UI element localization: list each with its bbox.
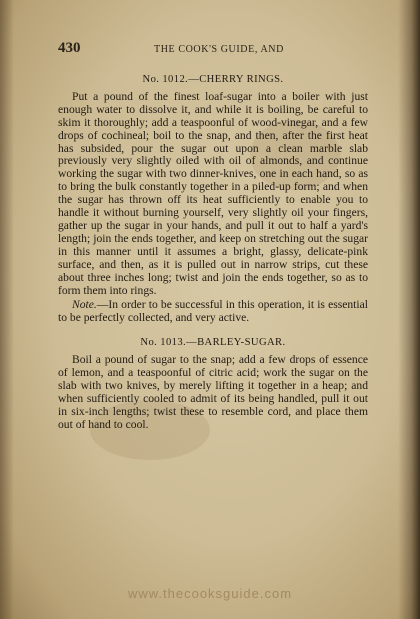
recipe-note — [58, 299, 368, 325]
recipe-title: No. 1013.—BARLEY-SUGAR. — [140, 337, 286, 349]
page-content — [58, 74, 368, 432]
watermark: www.thecooksguide.com — [127, 586, 293, 601]
page-header — [58, 40, 368, 60]
recipe-title: No. 1012.—CHERRY RINGS. — [142, 74, 284, 85]
page-left-edge-shadow — [0, 0, 14, 619]
note-label: Note. — [72, 298, 97, 312]
section-gap — [58, 325, 368, 337]
page-gutter-shadow — [398, 0, 420, 619]
note-text: —In order to be successful in this operation, it is essential to be perfectly collected, and very active. — [58, 298, 368, 325]
recipe-body: Boil a pound of sugar to the snap; add a few drops of essence of lemon, and a teaspoonful of citric acid; work the sugar on the slab with two knives, by merely lifting it together in a heap; and when sufficiently cooled to admit of its being handled, pull it out in six-inch lengths; twist these to resemble cord, and place them out of hand to cool. — [58, 353, 368, 431]
running-head: THE COOK'S GUIDE, AND — [154, 44, 284, 55]
recipe-body: Put a pound of the finest loaf-sugar into a boiler with just enough water to dissolve it, and while it is boiling, be careful to skim it thoroughly; add a teaspoonful of wood-vinegar, and a few drops of cochineal; boil to the snap, and then, after the first heat has subsided, pour the sugar out upon a clean marble slab previously very slightly oiled with oil of almonds, and continue working the sugar with two dinner-knives, one in each hand, so as to bring the bulk constantly together in a piled-up form; and when the sugar has thrown off its heat sufficiently to enable you to handle it without burning yourself, very slightly oil your fingers, gather up the sugar in your hands, and pull it out to half a yard's length; join the ends together, and keep on stretching out the sugar in this manner until it assumes a bright, glassy, delicate-pink surface, and then, as it is pulled out in narrow strips, cut these about three inches long; twist and join the ends together, so as to form them into rings. — [58, 89, 368, 297]
page-number: 430 — [58, 40, 81, 56]
